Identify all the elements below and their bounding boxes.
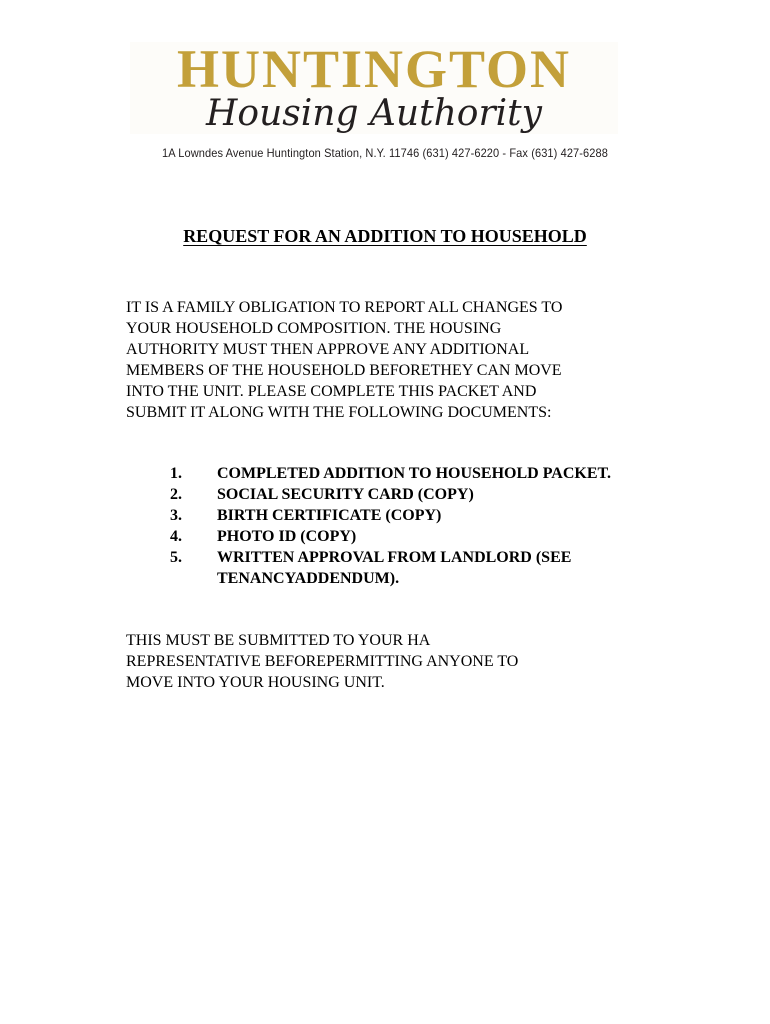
list-item (126, 547, 686, 589)
list-item-number: 2. (170, 486, 182, 503)
list-item (126, 463, 686, 484)
intro-line: INTO THE UNIT. PLEASE COMPLETE THIS PACKET AND (126, 383, 537, 400)
intro-line: MEMBERS OF THE HOUSEHOLD BEFORETHEY CAN MOVE (126, 362, 562, 379)
list-item (126, 484, 686, 505)
list-item-number: 3. (170, 507, 182, 524)
list-item (126, 526, 686, 547)
list-item-text: PHOTO ID (COPY) (217, 528, 357, 545)
list-item-text: SOCIAL SECURITY CARD (COPY) (217, 486, 474, 503)
list-item-text: BIRTH CERTIFICATE (COPY) (217, 507, 442, 524)
intro-line: SUBMIT IT ALONG WITH THE FOLLOWING DOCUMENTS: (126, 404, 552, 421)
intro-paragraph (126, 297, 636, 423)
intro-line: AUTHORITY MUST THEN APPROVE ANY ADDITIONAL (126, 341, 530, 358)
list-item-text: COMPLETED ADDITION TO HOUSEHOLD PACKET. (217, 465, 611, 482)
list-item-text: WRITTEN APPROVAL FROM LANDLORD (SEE (217, 549, 572, 566)
document-title: REQUEST FOR AN ADDITION TO HOUSEHOLD (183, 226, 587, 246)
list-item-number: 1. (170, 465, 182, 482)
closing-line: MOVE INTO YOUR HOUSING UNIT. (126, 674, 385, 691)
intro-line: IT IS A FAMILY OBLIGATION TO REPORT ALL CHANGES TO (126, 299, 563, 316)
list-item-number: 5. (170, 549, 182, 566)
closing-paragraph (126, 630, 636, 693)
list-item (126, 505, 686, 526)
closing-line: THIS MUST BE SUBMITTED TO YOUR HA (126, 632, 431, 649)
housing-authority-logo (130, 39, 618, 134)
intro-line: YOUR HOUSEHOLD COMPOSITION. THE HOUSING (126, 320, 502, 337)
required-documents-list (126, 463, 686, 589)
list-item-number: 4. (170, 528, 182, 545)
list-item-text: TENANCYADDENDUM). (217, 570, 400, 587)
address-line: 1A Lowndes Avenue Huntington Station, N.Y. 11746 (631) 427-6220 - Fax (631) 427-6288 (162, 146, 608, 160)
logo-word-housing-authority: Housing Authority (206, 93, 542, 134)
closing-line: REPRESENTATIVE BEFOREPERMITTING ANYONE TO (126, 653, 519, 670)
logo-word-huntington: HUNTINGTON (176, 39, 572, 99)
